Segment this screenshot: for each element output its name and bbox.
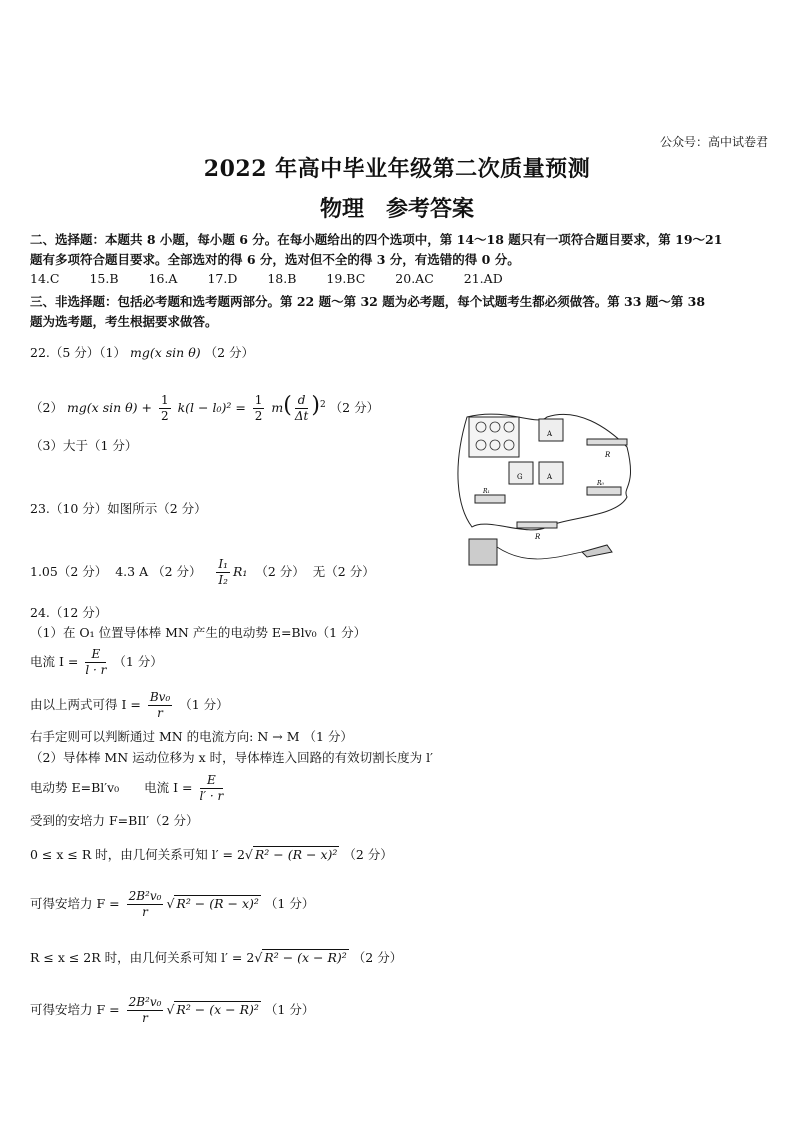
q24-line11: 可得安培力 F = $\frac{\text{2B²v₀}}{r}$ √ R² − (x − R)² （1 分） — [30, 995, 315, 1025]
q24-line4: 右手定则可以判断通过 MN 的电流方向: N → M （1 分） — [30, 729, 353, 744]
fraction-half: $\frac{1}{2}$ — [160, 393, 169, 423]
q24-line3: 由以上两式可得 I = $\frac{\text{Bv₀}}{r}$ （1 分） — [30, 690, 229, 720]
fraction-half-2: $\frac{1}{2}$ — [254, 393, 263, 423]
switch — [582, 545, 612, 557]
answer-20: 20.AC — [395, 271, 434, 286]
q24-head: 24.（12 分） — [30, 605, 108, 620]
rheostat-top — [587, 439, 627, 445]
answer-16: 16.A — [148, 271, 178, 286]
q24-line10: R ≤ x ≤ 2R 时，由几何关系可知 l′ = 2√ R² − (x − R)² （2 分） — [30, 950, 403, 965]
q24-line5: （2）导体棒 MN 运动位移为 x 时，导体棒连入回路的有效切割长度为 l′ — [30, 750, 433, 765]
q24-line8: 0 ≤ x ≤ R 时，由几何关系可知 l′ = 2√ R² − (R − x)² （2 分） — [30, 847, 393, 862]
svg-text:A: A — [547, 473, 553, 481]
q22-part3: （3）大于（1 分） — [30, 438, 138, 453]
svg-text:R: R — [535, 533, 541, 541]
answer-14: 14.C — [30, 271, 60, 286]
q24-line2: 电流 I = $\frac{E}{l \cdot r}$ （1 分） — [30, 647, 163, 677]
q22-part1: 22.（5 分）（1） mg(x sin θ) （2 分） — [30, 345, 255, 360]
resistor-r1 — [475, 495, 505, 503]
resistor-r0 — [587, 487, 621, 495]
q24-line6: 电动势 E=Bl′v₀ 电流 I = $\frac{E}{l' \cdot r}$ — [30, 773, 224, 803]
q23-head: 23.（10 分）如图所示（2 分） — [30, 501, 207, 516]
section3-line2: 题为选考题，考生根据要求做答。 — [30, 314, 218, 329]
answer-17: 17.D — [207, 271, 238, 286]
q22-part2: （2） mg(x sin θ) + $\frac{1}{2}$ k(l − l₀)² = $\frac{1}{2}$ m( $\frac{d}{\Delta t}$ )$^2$ （2 分） — [30, 393, 380, 423]
answer-18: 18.B — [267, 271, 297, 286]
q24-line1: （1）在 O₁ 位置导体棒 MN 产生的电动势 E=Blv₀（1 分） — [30, 625, 367, 640]
svg-text:R: R — [605, 451, 611, 459]
svg-text:A: A — [547, 430, 553, 438]
circuit-diagram — [447, 407, 637, 582]
q24-line9: 可得安培力 F = $\frac{\text{2B²v₀}}{r}$ √ R² − (R − x)² （1 分） — [30, 889, 315, 919]
svg-text:R₁: R₁ — [483, 488, 490, 495]
section2-line1: 二、选择题：本题共 8 小题，每小题 6 分。在每小题给出的四个选项中，第 14～18 题只有一项符合题目要求，第 19～21 — [30, 232, 723, 247]
multiple-choice-answers — [30, 271, 503, 286]
fraction-i1-i2: $\frac{\text{I₁}}{\text{I₂}}$ — [218, 557, 228, 587]
watermark: 公众号：高中试卷君 — [660, 135, 769, 149]
page-title: 2022 年高中毕业年级第二次质量预测 — [203, 156, 591, 182]
answer-15: 15.B — [89, 271, 119, 286]
rheostat-bottom — [517, 522, 557, 528]
fraction-d-dt: $\frac{d}{\Delta t}$ — [294, 393, 309, 423]
q24-line7: 受到的安培力 F=BIl′（2 分） — [30, 813, 199, 828]
page-subtitle: 物理 参考答案 — [319, 196, 474, 222]
svg-text:R₀: R₀ — [597, 480, 604, 487]
section2-line2: 题有多项符合题目要求。全部选对的得 6 分，选对但不全的得 3 分，有选错的得 0 分。 — [30, 252, 520, 267]
answer-21: 21.AD — [463, 271, 503, 286]
battery — [469, 539, 497, 565]
q23-answers: 1.05（2 分） 4.3 A （2 分） $\frac{\text{I₁}}{\text{I₂}}$ R₁ （2 分） 无（2 分） — [30, 557, 375, 587]
answer-19: 19.BC — [326, 271, 366, 286]
svg-text:G: G — [517, 473, 523, 481]
section3-line1: 三、非选择题：包括必考题和选考题两部分。第 22 题～第 32 题为必考题，每个试题考生都必须做答。第 33 题～第 38 — [30, 294, 706, 309]
